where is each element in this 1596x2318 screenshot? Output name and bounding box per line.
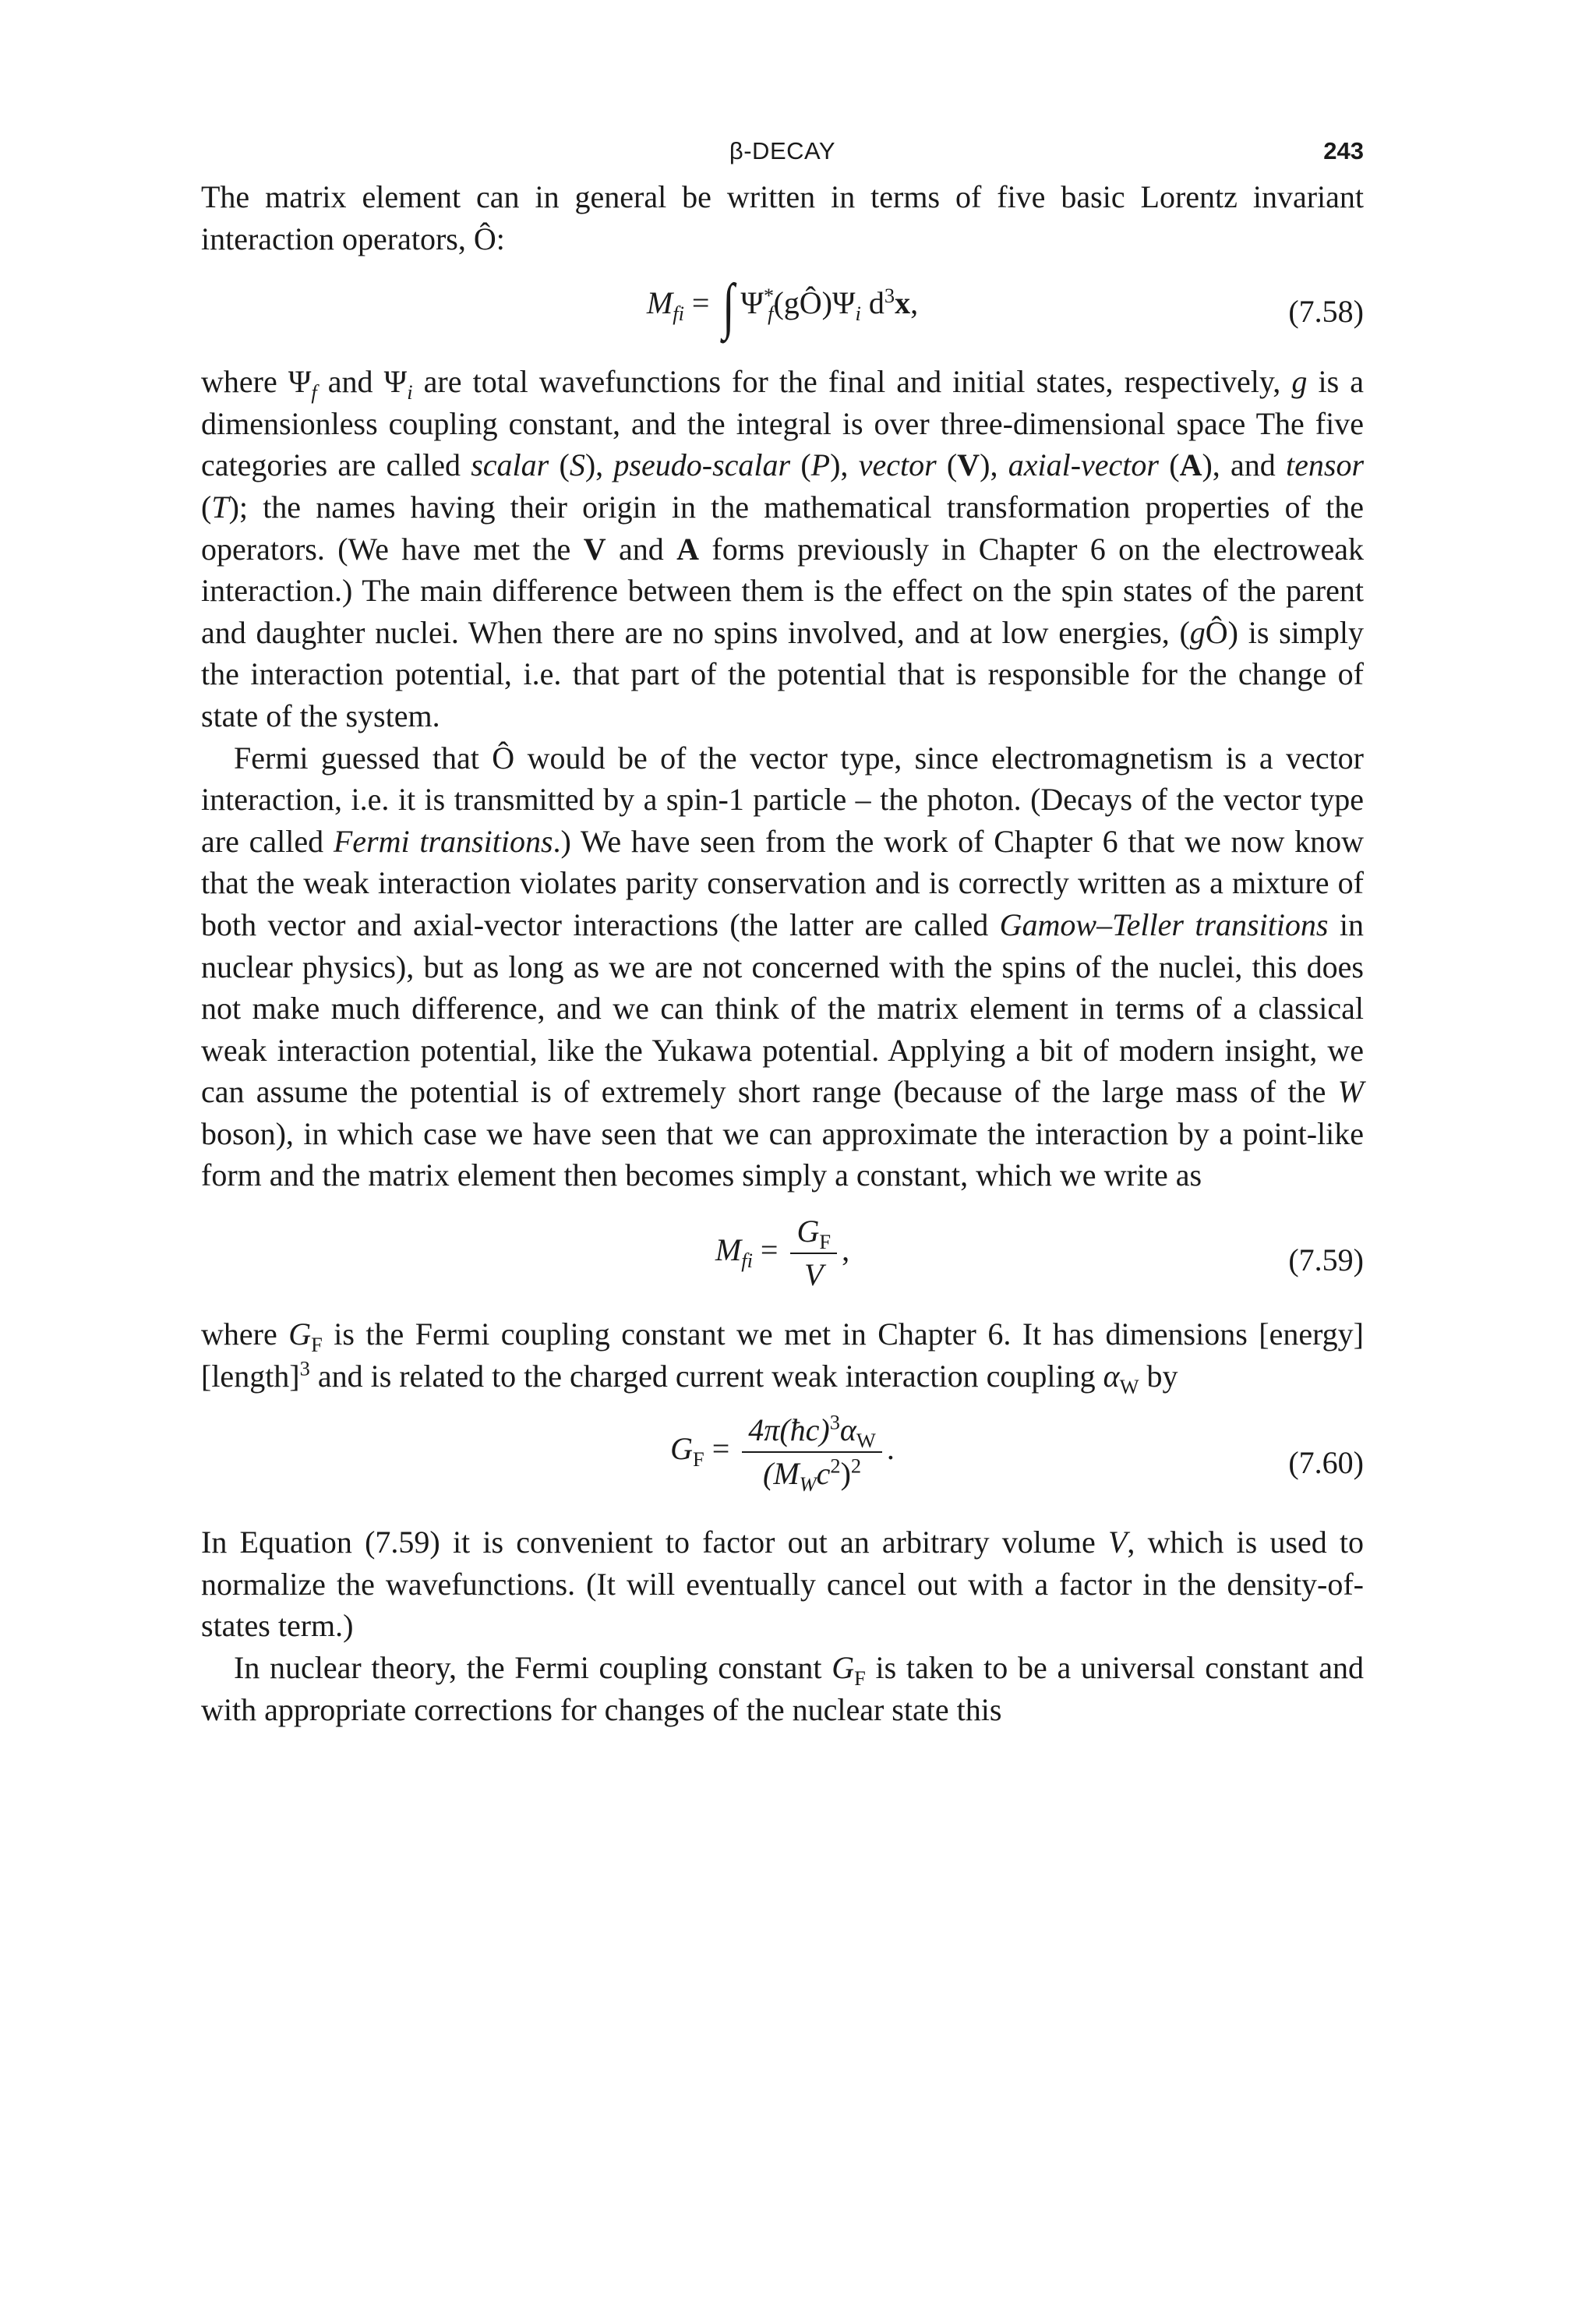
body-text [201,176,1364,1730]
paragraph-4: where $G_F$ is the Fermi coupling constant we met in Chapter 6. It has dimensions [energy][length]$^3$ and is related to the charged current weak interaction coupling $\alpha_W$ by [201,1316,1364,1398]
running-title: β-DECAY [729,137,836,164]
paragraph-6: In nuclear theory, the Fermi coupling constant $G_F$ is taken to be a universal constant and with appropriate corrections for changes of the nuclear state this [201,1650,1364,1727]
equation-7-59: $M_{fi}$ = $\frac{G_F}{V}$ , (7.59) [715,1214,1364,1293]
paragraph-5: In Equation (7.59) it is convenient to factor out an arbitrary volume V, which is used to normalize the wavefunctions. (It will eventually cancel out with a factor in the density-of-states term.) [201,1525,1364,1644]
equation-number: (7.59) [1288,1242,1364,1278]
fraction: $\frac{G_F}{V}$ [790,1214,837,1293]
equation-number: (7.60) [1288,1445,1364,1481]
page [201,125,1364,1730]
paragraph-1: The matrix element can in general be written in terms of five basic Lorentz invariant interaction operators, Ô: [201,179,1364,256]
equation-number: (7.58) [1288,294,1364,330]
paragraph-2: where $\Psi_f$ and $\Psi_i$ are total wavefunctions for the final and initial states, respectively, g is a dimensionless coupling constant, and the integral is over three-dimensional space The five categories are called scalar (S), pseudo-scalar (P), vector (V), axial-vector (A), and tensor (T); the names having their origin in the mathematical transformation properties of the operators. (We have met the V and A forms previously in Chapter 6 on the electroweak interaction.) The main difference between them is the effect on the spin states of the parent and daughter nuclei. When there are no spins involved, and at low energies, (gÔ) is simply the interaction potential, i.e. that part of the potential that is responsible for the change of state of the system. [201,364,1365,733]
fraction: $\frac{4\pi(ħc)^3\alpha_W}{(M_Wc^2)^2}$ [742,1412,882,1492]
integral-sign: ∫ [722,272,736,341]
page-number: 243 [1323,137,1364,164]
paragraph-3: Fermi guessed that Ô would be of the vector type, since electromagnetism is a vector interaction, i.e. it is transmitted by a spin-1 particle – the photon. (Decays of the vector type are called Fermi transitions.) We have seen from the work of Chapter 6 that we now know that the weak interaction violates parity conservation and is correctly written as a mixture of both vector and axial-vector interactions (the latter are called Gamow–Teller transitions in nuclear physics), but as long as we are not concerned with the spins of the nuclei, this does not make much difference, and we can think of the matrix element in terms of a classical weak interaction potential, like the Yukawa potential. Applying a bit of modern insight, we can assume the potential is of extremely short range (because of the large mass of the W boson), in which case we have seen that we can approximate the interaction by a point-like form and the matrix element then becomes simply a constant, which we write as [201,740,1365,1193]
equation-7-60: $G_F$ = $\frac{4\pi(ħc)^3\alpha_W}{(M_Wc^2)^2}$ . (7.60) [670,1410,1364,1496]
equation-7-58: $M_{fi}$ = ∫ $\Psi^*_f(gÔ)\Psi_i$ $d^3x$, (7.58) [646,272,1364,341]
running-head [201,125,1364,171]
